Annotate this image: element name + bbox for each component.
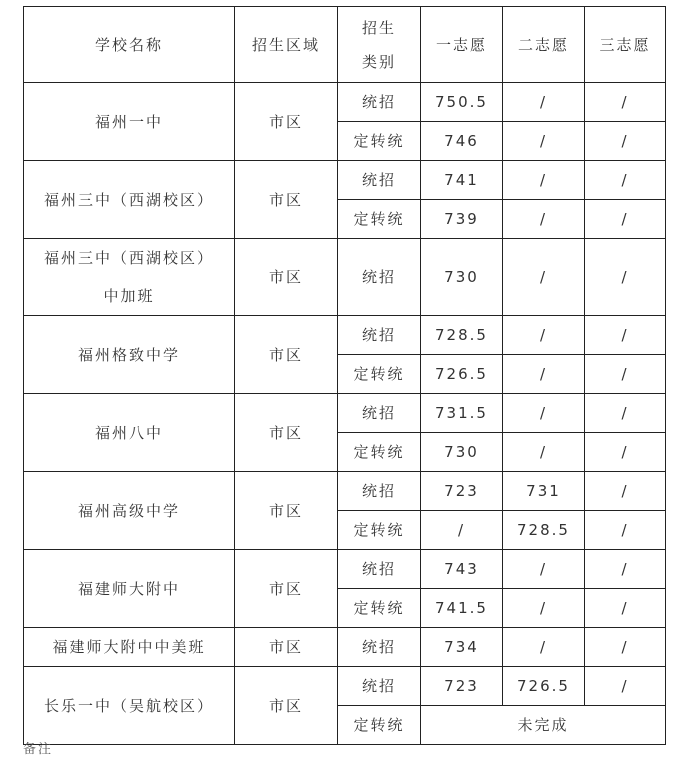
choice2-score: 728.5: [503, 511, 585, 550]
category: 定转统: [338, 706, 421, 745]
choice2-score: 731: [503, 472, 585, 511]
school-name: 福建师大附中中美班: [24, 628, 235, 667]
choice3-score: /: [585, 355, 666, 394]
category: 统招: [338, 316, 421, 355]
category: 定转统: [338, 122, 421, 161]
category: 定转统: [338, 511, 421, 550]
header-category-line1: 招生: [361, 18, 396, 37]
choice2-score: /: [503, 394, 585, 433]
table-row: [24, 83, 666, 122]
choice3-score: /: [585, 628, 666, 667]
choice1-score: 730: [421, 239, 503, 316]
table-row: [24, 394, 666, 433]
table-row: [24, 628, 666, 667]
choice2-score: /: [503, 355, 585, 394]
category: 统招: [338, 667, 421, 706]
choice1-score: 730: [421, 433, 503, 472]
choice2-score: /: [503, 433, 585, 472]
choice1-score: 741: [421, 161, 503, 200]
choice1-score: 728.5: [421, 316, 503, 355]
choice2-score: /: [503, 316, 585, 355]
choice1-score: 743: [421, 550, 503, 589]
choice3-score: /: [585, 200, 666, 239]
choice1-score: 741.5: [421, 589, 503, 628]
region: 市区: [235, 667, 338, 745]
choice2-score: /: [503, 628, 585, 667]
category: 统招: [338, 628, 421, 667]
school-name: 福州格致中学: [24, 316, 235, 394]
choice1-score: 746: [421, 122, 503, 161]
category: 定转统: [338, 433, 421, 472]
school-name: 福州八中: [24, 394, 235, 472]
choice3-score: /: [585, 122, 666, 161]
table-row: [24, 667, 666, 706]
choice1-score: /: [421, 511, 503, 550]
choice1-score: 734: [421, 628, 503, 667]
header-school: 学校名称: [24, 7, 235, 83]
school-name: 福州高级中学: [24, 472, 235, 550]
header-category-line2: 类别: [361, 52, 396, 71]
choice2-score: /: [503, 550, 585, 589]
status-merged-cell: 未完成: [421, 706, 666, 745]
choice3-score: /: [585, 161, 666, 200]
choice3-score: /: [585, 511, 666, 550]
region: 市区: [235, 550, 338, 628]
table-row: [24, 239, 666, 316]
region: 市区: [235, 316, 338, 394]
choice2-score: 726.5: [503, 667, 585, 706]
choice3-score: /: [585, 316, 666, 355]
choice2-score: /: [503, 200, 585, 239]
school-name-line2: 中加班: [103, 287, 155, 305]
choice3-score: /: [585, 472, 666, 511]
footnote: 备注: [23, 742, 54, 757]
region: 市区: [235, 161, 338, 239]
choice3-score: /: [585, 83, 666, 122]
school-name: 福建师大附中: [24, 550, 235, 628]
table-row: [24, 161, 666, 200]
category: 统招: [338, 394, 421, 433]
choice1-score: 750.5: [421, 83, 503, 122]
choice1-score: 739: [421, 200, 503, 239]
region: 市区: [235, 472, 338, 550]
header-choice3: 三志愿: [585, 7, 666, 83]
category: 统招: [338, 239, 421, 316]
category: 定转统: [338, 200, 421, 239]
choice2-score: /: [503, 83, 585, 122]
choice2-score: /: [503, 589, 585, 628]
table-row: [24, 316, 666, 355]
table-row: [24, 550, 666, 589]
header-region: 招生区域: [235, 7, 338, 83]
region: 市区: [235, 83, 338, 161]
choice3-score: /: [585, 394, 666, 433]
choice2-score: /: [503, 161, 585, 200]
choice3-score: /: [585, 589, 666, 628]
choice1-score: 723: [421, 667, 503, 706]
region: 市区: [235, 628, 338, 667]
header-row: [24, 7, 666, 83]
category: 统招: [338, 472, 421, 511]
header-category: [338, 7, 421, 83]
category: 定转统: [338, 355, 421, 394]
school-name-line1: 福州三中（西湖校区）: [43, 249, 214, 267]
school-name: [24, 239, 235, 316]
school-name: 长乐一中（吴航校区）: [24, 667, 235, 745]
school-name: 福州一中: [24, 83, 235, 161]
choice2-score: /: [503, 239, 585, 316]
choice3-score: /: [585, 550, 666, 589]
choice1-score: 731.5: [421, 394, 503, 433]
admission-score-table: [23, 6, 666, 745]
choice1-score: 726.5: [421, 355, 503, 394]
school-name: 福州三中（西湖校区）: [24, 161, 235, 239]
header-choice1: 一志愿: [421, 7, 503, 83]
category: 统招: [338, 161, 421, 200]
choice3-score: /: [585, 433, 666, 472]
table-row: [24, 472, 666, 511]
choice3-score: /: [585, 667, 666, 706]
choice2-score: /: [503, 122, 585, 161]
region: 市区: [235, 239, 338, 316]
header-choice2: 二志愿: [503, 7, 585, 83]
category: 统招: [338, 550, 421, 589]
choice3-score: /: [585, 239, 666, 316]
choice1-score: 723: [421, 472, 503, 511]
category: 定转统: [338, 589, 421, 628]
category: 统招: [338, 83, 421, 122]
region: 市区: [235, 394, 338, 472]
